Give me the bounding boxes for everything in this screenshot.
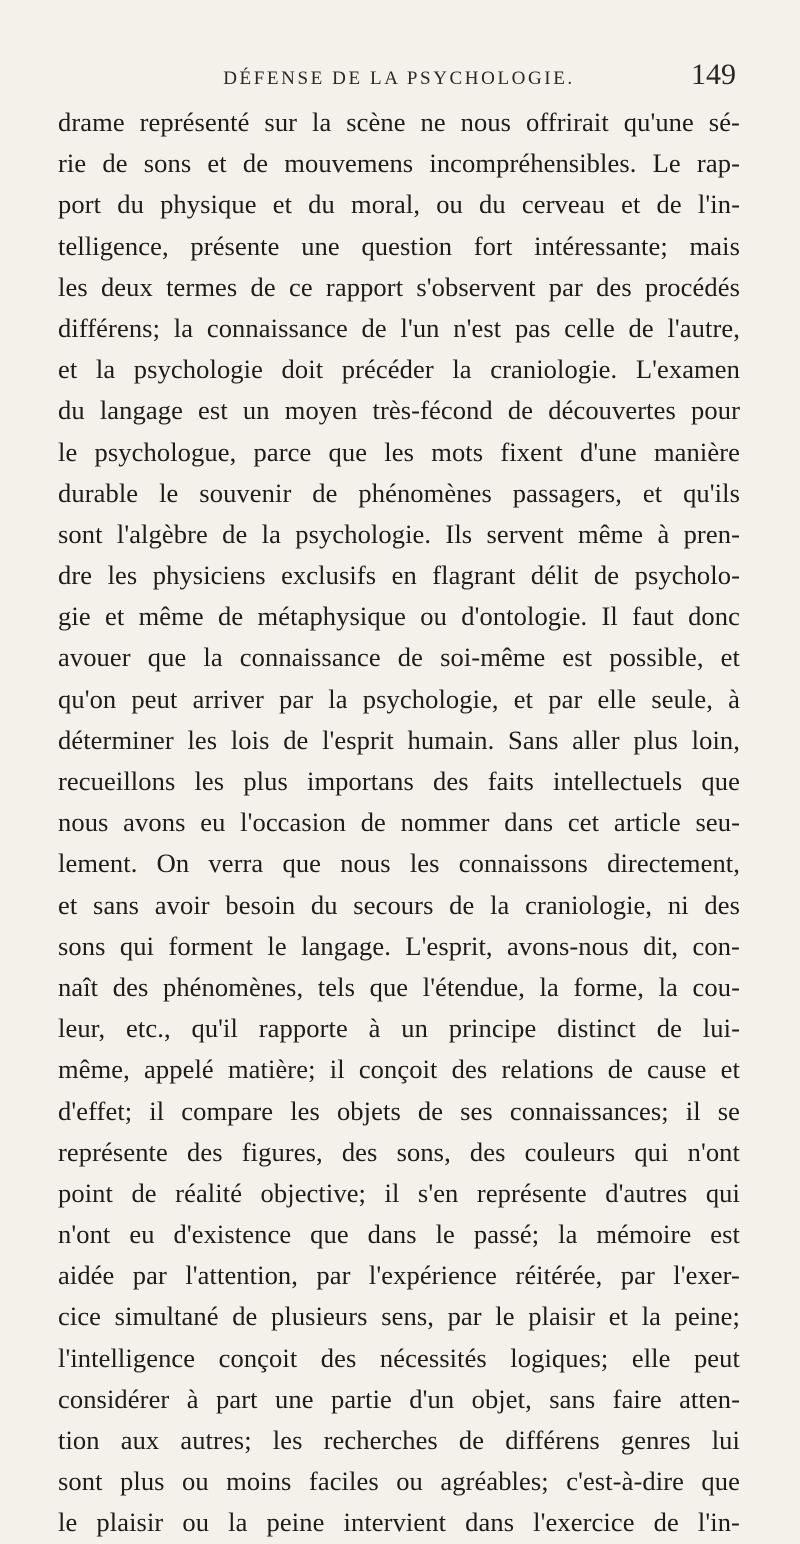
running-head: [58, 58, 740, 102]
text-line: l'intelligence conçoit des nécessités logiques; elle peut: [58, 1342, 740, 1373]
text-line: sont plus ou moins faciles ou agréables; c'est-à-dire que: [58, 1466, 740, 1497]
text-line: sont l'algèbre de la psychologie. Ils servent même à pren-: [58, 518, 740, 549]
text-line: durable le souvenir de phénomènes passagers, et qu'ils: [58, 477, 740, 508]
text-line: même, appelé matière; il conçoit des relations de cause et: [58, 1054, 740, 1085]
text-line: dre les physiciens exclusifs en flagrant délit de psycholo-: [58, 560, 740, 591]
text-line: considérer à part une partie d'un objet, sans faire atten-: [58, 1383, 740, 1414]
text-line: et la psychologie doit précéder la craniologie. L'examen: [58, 354, 740, 385]
body-text: [58, 102, 740, 1544]
running-title: DÉFENSE DE LA PSYCHOLOGIE.: [223, 68, 575, 89]
page-number: 149: [691, 58, 736, 91]
text-line: drame représenté sur la scène ne nous offrirait qu'une sé-: [58, 107, 740, 137]
text-line: le psychologue, parce que les mots fixent d'une manière: [58, 436, 740, 467]
text-line: aidée par l'attention, par l'expérience réitérée, par l'exer-: [58, 1260, 740, 1291]
text-line: leur, etc., qu'il rapporte à un principe distinct de lui-: [58, 1013, 740, 1044]
text-line: recueillons les plus importans des faits intellectuels que: [58, 766, 740, 796]
text-line: n'ont eu d'existence que dans le passé; la mémoire est: [58, 1219, 740, 1250]
text-line: tion aux autres; les recherches de différens genres lui: [58, 1425, 740, 1455]
text-line: le plaisir ou la peine intervient dans l'exercice de l'in-: [58, 1507, 740, 1538]
text-line: du langage est un moyen très-fécond de découvertes pour: [58, 395, 740, 426]
text-line: sons qui forment le langage. L'esprit, avons-nous dit, con-: [58, 930, 740, 961]
text-line: qu'on peut arriver par la psychologie, et par elle seule, à: [58, 683, 740, 714]
text-line: nous avons eu l'occasion de nommer dans cet article seu-: [58, 807, 740, 838]
text-line: port du physique et du moral, ou du cerveau et de l'in-: [58, 189, 740, 220]
text-line: d'effet; il compare les objets de ses connaissances; il se: [58, 1095, 740, 1126]
text-line: les deux termes de ce rapport s'observent par des procédés: [58, 271, 740, 302]
text-line: lement. On verra que nous les connaissons directement,: [58, 848, 740, 879]
text-line: avouer que la connaissance de soi-même est possible, et: [58, 642, 740, 673]
text-line: point de réalité objective; il s'en représente d'autres qui: [58, 1177, 740, 1208]
text-line: déterminer les lois de l'esprit humain. Sans aller plus loin,: [58, 724, 740, 755]
text-line: rie de sons et de mouvemens incompréhensibles. Le rap-: [58, 148, 740, 179]
text-line: telligence, présente une question fort intéressante; mais: [58, 230, 740, 261]
text-line: naît des phénomènes, tels que l'étendue, la forme, la cou-: [58, 971, 740, 1002]
text-line: et sans avoir besoin du secours de la craniologie, ni des: [58, 889, 740, 920]
text-line: gie et même de métaphysique ou d'ontologie. Il faut donc: [58, 601, 740, 632]
text-line: cice simultané de plusieurs sens, par le plaisir et la peine;: [58, 1301, 740, 1332]
text-line: différens; la connaissance de l'un n'est pas celle de l'autre,: [58, 312, 740, 343]
text-line: représente des figures, des sons, des couleurs qui n'ont: [58, 1136, 740, 1167]
